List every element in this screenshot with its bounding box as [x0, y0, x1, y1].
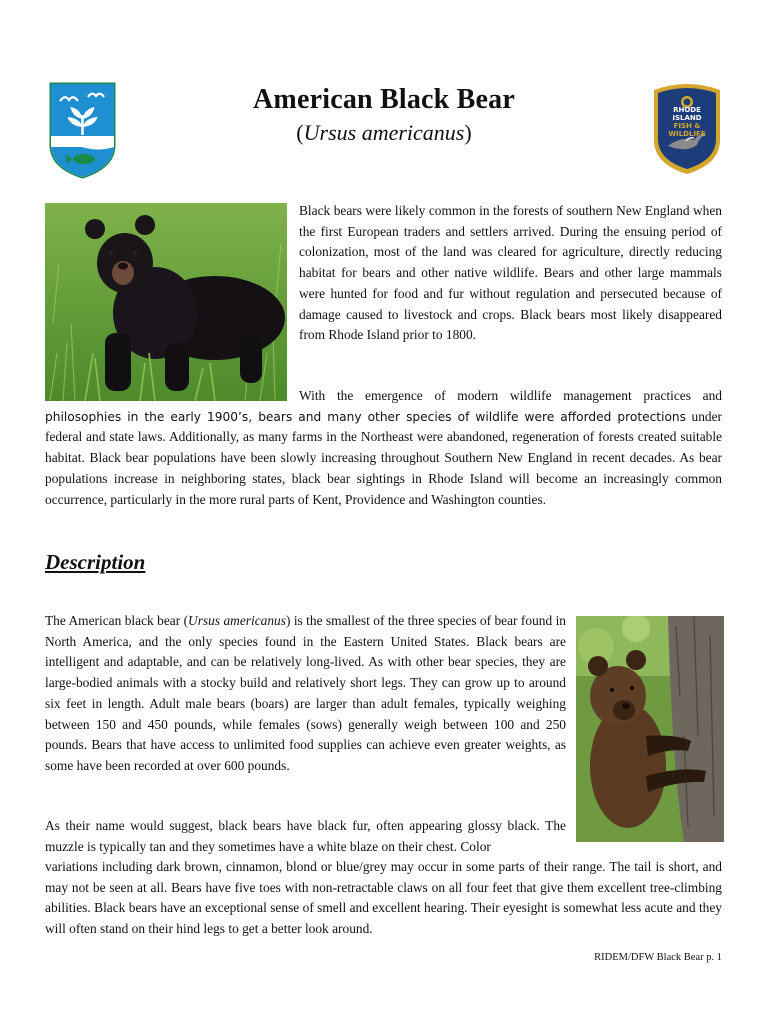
- history-text-c: under federal and state laws. Additionally, as many farms in the Northeast were abandoned, regeneration of forests created suitable habitat. Black bear populations have been slowly increasing throughout Southern New England in recent decades. As bear populations increase in neighboring states, black bear sightings in Rhode Island will become an increasingly common occurrence, particularly in the more rural parts of Kent, Providence and Washington counties.: [45, 408, 723, 507]
- history-paragraph: [45, 386, 722, 510]
- page-title: American Black Bear: [253, 84, 515, 115]
- description-scientific-name: Ursus americanus: [188, 613, 286, 628]
- description-text-pre: The American black bear (: [45, 613, 189, 628]
- patch-bottom-text: FISH & WILDLIFE: [668, 122, 706, 138]
- subtitle-close-paren: ): [464, 120, 472, 145]
- patch-top-text: RHODE ISLAND: [672, 106, 702, 122]
- fur-paragraph-b: variations including dark brown, cinnamon, blond or blue/grey may occur in some parts of their range. The tail is short, and may not be seen at all. Bears have five toes with non-retractable claws on all four feet that give them excellent tree-climbing abilities. Black bears have an exceptional sense of smell and excellent hearing. Their eyesight is somewhat less acute and they will often stand on their hind legs to get a better look around.: [45, 859, 722, 937]
- description-heading: Description: [45, 550, 146, 574]
- cinnamon-bear-climbing-tree-photo: [576, 616, 724, 842]
- description-text-post: ) is the smallest of the three species of bear found in North America, and the only species found in the Eastern United States. Black bears are intelligent and adaptable, and can be relatively long-lived. As with other bear species, they are large-bodied animals with a stocky build and relatively short legs. They can grow up to around six feet in length. Adult male bears (boars) are larger than adult females, typically weighing between 150 and 450 pounds, while females (sows) generally weigh between 100 and 250 pounds. Bears that have access to unlimited food supplies can achieve even greater weights, as some have been recorded at over 600 pounds.: [45, 613, 566, 773]
- history-text-a: With the emergence of modern wildlife management practices and: [299, 388, 722, 403]
- ri-fish-wildlife-patch-icon: [650, 80, 724, 176]
- scientific-name: Ursus americanus: [303, 120, 465, 145]
- history-text-b: philosophies in the early 1900’s, bears and many other species of wildlife were afforded protections: [45, 409, 686, 424]
- fur-paragraph-a: As their name would suggest, black bears have black fur, often appearing glossy black. The muzzle is typically tan and they sometimes have a white blaze on their chest. Color: [45, 818, 566, 854]
- subtitle-open-paren: (: [296, 120, 304, 145]
- description-paragraph: [45, 611, 566, 777]
- black-bear-in-grass-photo: [45, 203, 287, 401]
- intro-paragraph: Black bears were likely common in the forests of southern New England when the first European traders and settlers arrived. During the ensuing period of colonization, most of the land was cleared for agriculture, directly reducing habitat for bears and other native wildlife. Bears and other large mammals were hunted for food and fur without regulation and persecuted because of damage caused to livestock and crops. Black bears most likely disappeared from Rhode Island prior to 1800.: [299, 203, 722, 343]
- page-footer: RIDEM/DFW Black Bear p. 1: [594, 952, 722, 963]
